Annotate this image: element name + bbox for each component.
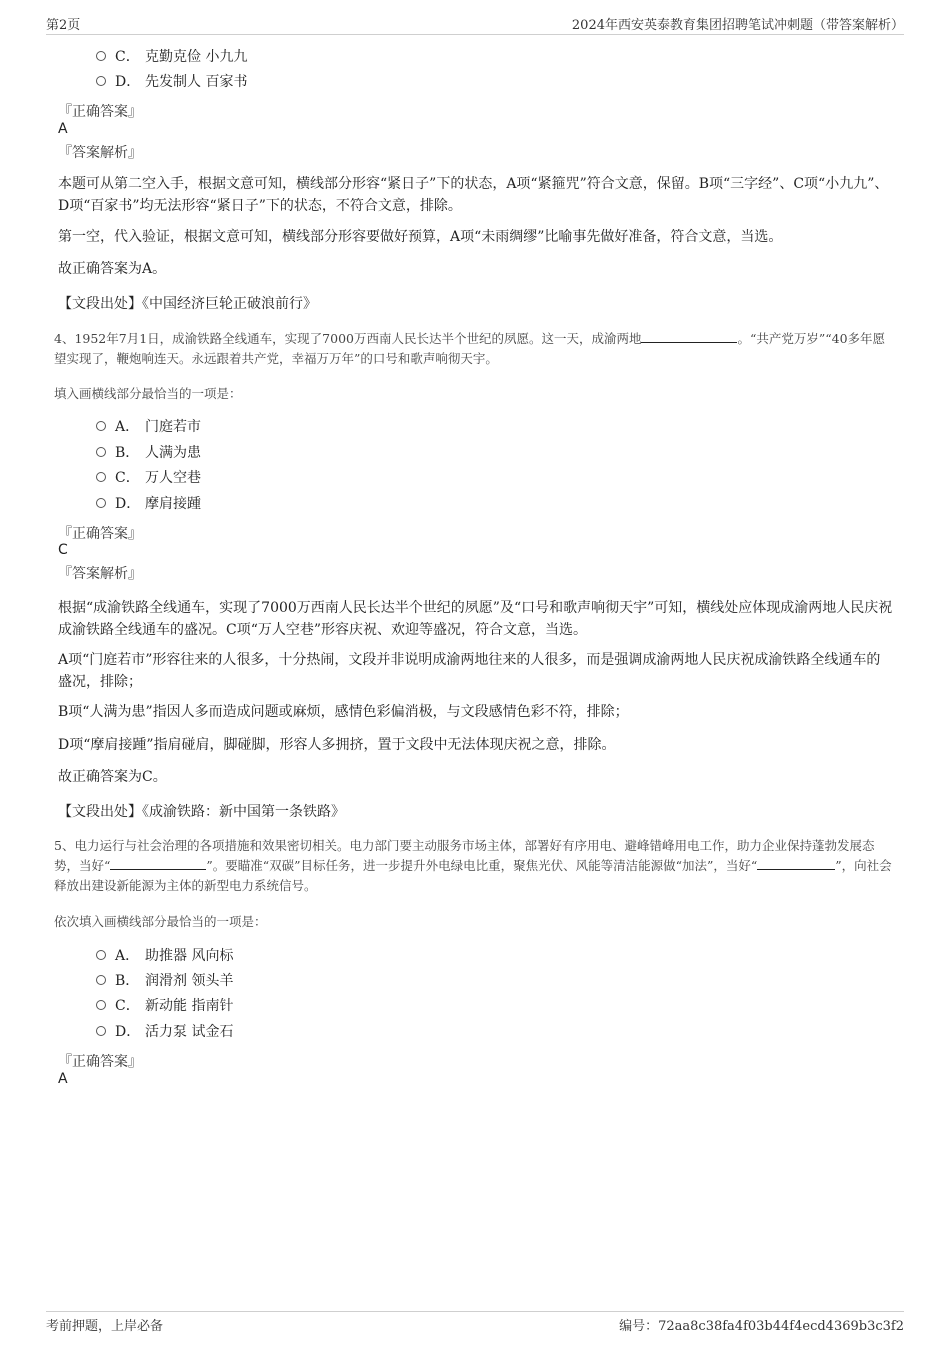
question-stem: 4、1952年7月1日，成渝铁路全线通车，实现了7000万西南人民长达半个世纪的夙愿。这一天，成渝两地 。“共产党万岁”“40多年愿望实现了，鞭炮响连天。永远跟着共产党，幸福万万年”的口号和歌声响彻天宇。: [54, 331, 886, 366]
answer-blank: [641, 330, 737, 343]
option-b[interactable]: B． 人满为患: [96, 443, 201, 463]
page-footer: [46, 1311, 904, 1339]
answer-value: A: [58, 121, 68, 137]
radio-icon[interactable]: [96, 51, 106, 61]
radio-icon[interactable]: [96, 472, 106, 482]
option-d[interactable]: D． 摩肩接踵: [96, 494, 201, 514]
radio-icon[interactable]: [96, 421, 106, 431]
radio-icon[interactable]: [96, 76, 106, 86]
source-citation: 【文段出处】《中国经济巨轮正破浪前行》: [58, 296, 317, 312]
analysis-paragraph: 本题可从第二空入手，根据文意可知，横线部分形容“紧日子”下的状态，A项“紧箍咒”符合文意，保留。B项“三字经”、C项“小九九”、D项“百家书”均无法形容“紧日子”下的状态，不符合文意，排除。: [58, 176, 889, 214]
radio-icon[interactable]: [96, 950, 106, 960]
source-citation: 【文段出处】《成渝铁路：新中国第一条铁路》: [58, 804, 345, 820]
option-b[interactable]: B． 润滑剂 领头羊: [96, 971, 233, 991]
option-c[interactable]: C． 克勤克俭 小九九: [96, 47, 247, 67]
answer-value: C: [58, 542, 68, 558]
document-title: 2024年西安英泰教育集团招聘笔试冲刺题（带答案解析）: [571, 18, 904, 33]
option-d[interactable]: D． 先发制人 百家书: [96, 72, 247, 92]
option-d[interactable]: D． 活力泵 试金石: [96, 1022, 233, 1042]
option-a[interactable]: A． 门庭若市: [96, 417, 201, 437]
option-c[interactable]: C． 新动能 指南针: [96, 996, 233, 1016]
radio-icon[interactable]: [96, 498, 106, 508]
option-c[interactable]: C． 万人空巷: [96, 468, 201, 488]
radio-icon[interactable]: [96, 975, 106, 985]
page-number: 第2页: [46, 18, 81, 33]
question-prompt: 填入画横线部分最恰当的一项是：: [54, 386, 242, 401]
answer-label: 『正确答案』: [58, 1054, 142, 1070]
radio-icon[interactable]: [96, 1026, 106, 1036]
document-id: 编号：72aa8c38fa4f03b44f4ecd4369b3c3f2: [619, 1319, 904, 1334]
answer-blank: [110, 857, 206, 870]
analysis-paragraph: 第一空，代入验证，根据文意可知，横线部分形容要做好预算，A项“未雨绸缪”比喻事先做好准备，符合文意，当选。: [58, 229, 783, 245]
analysis-paragraph: D项“摩肩接踵”指肩碰肩，脚碰脚，形容人多拥挤，置于文段中无法体现庆祝之意，排除。: [58, 737, 616, 753]
answer-blank: [757, 857, 835, 870]
page-header: [46, 14, 904, 35]
analysis-paragraph: A项“门庭若市”形容往来的人很多，十分热闹，文段并非说明成渝两地往来的人很多，而是强调成渝两地人民庆祝成渝铁路全线通车的盛况，排除；: [58, 652, 881, 690]
answer-label: 『正确答案』: [58, 526, 142, 542]
answer-value: A: [58, 1071, 68, 1087]
analysis-label: 『答案解析』: [58, 145, 142, 161]
analysis-label: 『答案解析』: [58, 566, 142, 582]
radio-icon[interactable]: [96, 1000, 106, 1010]
footer-slogan: 考前押题，上岸必备: [46, 1319, 164, 1334]
question-stem: 5、电力运行与社会治理的各项措施和效果密切相关。电力部门要主动服务市场主体，部署好有序用电、避峰错峰用电工作，助力企业保持蓬勃发展态势，当好“ ”。要瞄准“双碳”目标任务，进一步提升外电绿电比重，聚焦光伏、风能等清洁能源做“加法”，当好“ ”，向社会释放出建设新能源为主体的新型电力系统信号。: [54, 838, 892, 893]
question-prompt: 依次填入画横线部分最恰当的一项是：: [54, 914, 267, 929]
option-a[interactable]: A． 助推器 风向标: [96, 946, 233, 966]
analysis-paragraph: 根据“成渝铁路全线通车，实现了7000万西南人民长达半个世纪的夙愿”及“口号和歌声响彻天宇”可知，横线处应体现成渝两地人民庆祝成渝铁路全线通车的盛况。C项“万人空巷”形容庆祝、欢迎等盛况，符合文意，当选。: [58, 600, 893, 638]
answer-label: 『正确答案』: [58, 104, 142, 120]
radio-icon[interactable]: [96, 447, 106, 457]
analysis-paragraph: 故正确答案为C。: [58, 769, 167, 785]
analysis-paragraph: B项“人满为患”指因人多而造成问题或麻烦，感情色彩偏消极，与文段感情色彩不符，排除；: [58, 704, 629, 720]
analysis-paragraph: 故正确答案为A。: [58, 261, 167, 277]
